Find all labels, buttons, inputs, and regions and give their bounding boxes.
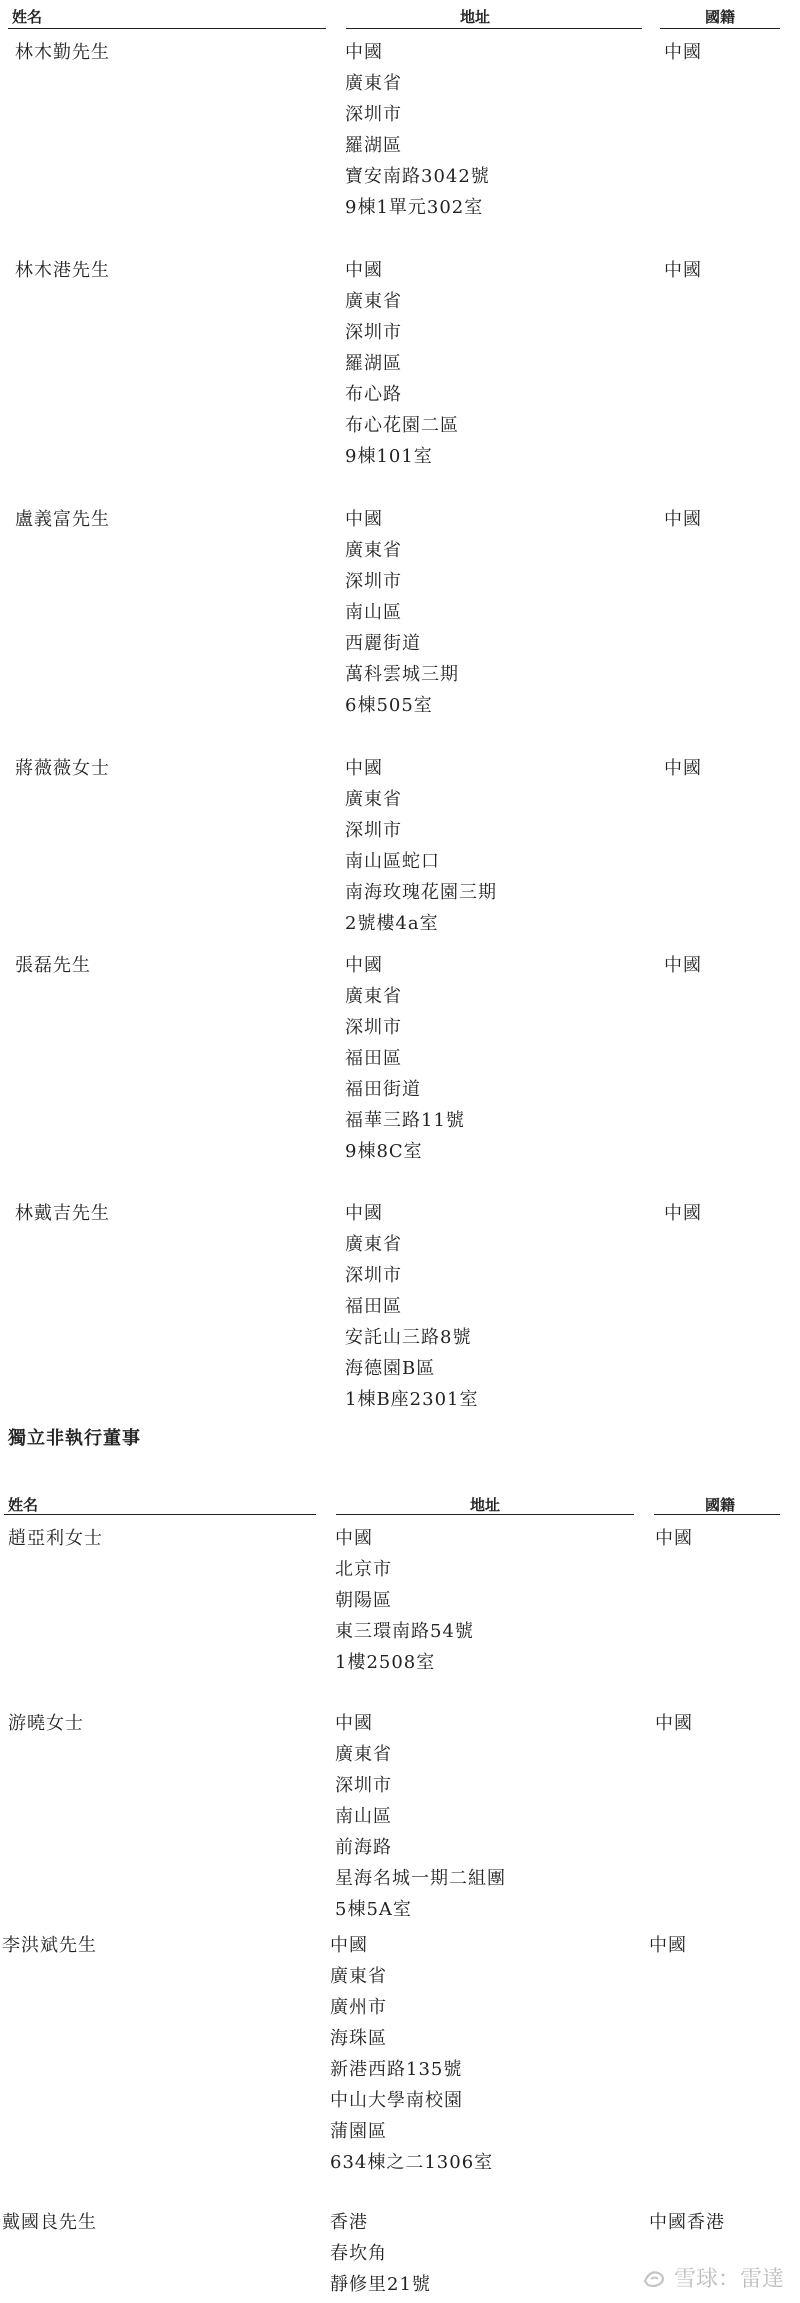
table1-header-rule-address xyxy=(346,28,642,29)
address-line: 深圳市 xyxy=(345,1017,402,1038)
table1-header-name: 姓名 xyxy=(12,8,43,26)
address-line: 9棟101室 xyxy=(345,446,433,467)
address-line: 蒲園區 xyxy=(330,2121,387,2142)
address-line: 廣州市 xyxy=(330,1997,387,2018)
address-line: 西麗街道 xyxy=(345,633,421,654)
address-line: 中國 xyxy=(345,955,383,976)
address-line: 福田區 xyxy=(345,1048,402,1069)
person-name: 林木港先生 xyxy=(15,260,110,281)
address-line: 中國 xyxy=(335,1713,373,1734)
address-line: 中國 xyxy=(345,509,383,530)
address-line: 東三環南路54號 xyxy=(335,1621,474,1642)
address-line: 羅湖區 xyxy=(345,135,402,156)
address-line: 1樓2508室 xyxy=(335,1652,436,1673)
table2-header-nationality: 國籍 xyxy=(705,1496,736,1514)
address-line: 9棟8C室 xyxy=(345,1141,423,1162)
watermark xyxy=(642,2262,784,2293)
address-line: 南山區蛇口 xyxy=(345,851,440,872)
person-nationality: 中國 xyxy=(664,260,702,281)
address-line: 福田區 xyxy=(345,1296,402,1317)
address-line: 布心路 xyxy=(345,384,402,405)
address-line: 前海路 xyxy=(335,1837,392,1858)
address-line: 9棟1單元302室 xyxy=(345,197,484,218)
table1-header-rule-nationality xyxy=(660,28,780,29)
address-line: 中國 xyxy=(345,42,383,63)
person-address xyxy=(345,753,497,939)
person-address xyxy=(330,2207,431,2300)
table2-header-address: 地址 xyxy=(470,1496,501,1514)
table1-header-nationality: 國籍 xyxy=(705,8,736,26)
address-line: 中國 xyxy=(345,758,383,779)
address-line: 廣東省 xyxy=(335,1744,392,1765)
address-line: 廣東省 xyxy=(345,291,402,312)
person-name: 盧義富先生 xyxy=(15,509,110,530)
person-name: 李洪斌先生 xyxy=(2,1935,97,1956)
person-address xyxy=(345,1198,479,1415)
address-line: 中國 xyxy=(335,1528,373,1549)
person-address xyxy=(335,1708,506,1925)
person-name: 張磊先生 xyxy=(15,955,91,976)
address-line: 星海名城一期二組團 xyxy=(335,1868,506,1889)
person-address xyxy=(345,504,459,721)
address-line: 深圳市 xyxy=(345,322,402,343)
address-line: 深圳市 xyxy=(345,1265,402,1286)
table1-header-address: 地址 xyxy=(460,8,491,26)
address-line: 634棟之二1306室 xyxy=(330,2152,494,2173)
address-line: 海珠區 xyxy=(330,2028,387,2049)
table2-header-rule-nationality xyxy=(654,1514,780,1515)
address-line: 南海玫瑰花園三期 xyxy=(345,882,497,903)
person-nationality: 中國 xyxy=(655,1713,693,1734)
address-line: 寶安南路3042號 xyxy=(345,166,490,187)
table2-header-rule-address xyxy=(336,1514,634,1515)
address-line: 5棟5A室 xyxy=(335,1899,412,1920)
person-name: 林戴吉先生 xyxy=(15,1203,110,1224)
person-address xyxy=(345,255,459,472)
address-line: 中山大學南校園 xyxy=(330,2090,463,2111)
person-name: 蔣薇薇女士 xyxy=(15,758,110,779)
person-nationality: 中國 xyxy=(664,42,702,63)
address-line: 新港西路135號 xyxy=(330,2059,463,2080)
table1-header-rule-name xyxy=(8,28,326,29)
address-line: 廣東省 xyxy=(345,789,402,810)
address-line: 北京市 xyxy=(335,1559,392,1580)
address-line: 廣東省 xyxy=(345,73,402,94)
person-nationality: 中國 xyxy=(664,1203,702,1224)
address-line: 春坎角 xyxy=(330,2243,387,2264)
address-line: 福田街道 xyxy=(345,1079,421,1100)
person-name: 趙亞利女士 xyxy=(8,1528,103,1549)
person-address xyxy=(330,1930,493,2178)
address-line: 安託山三路8號 xyxy=(345,1327,472,1348)
section-title: 獨立非執行董事 xyxy=(8,1428,141,1449)
person-address xyxy=(345,950,465,1167)
address-line: 布心花園二區 xyxy=(345,415,459,436)
person-nationality: 中國 xyxy=(664,955,702,976)
address-line: 福華三路11號 xyxy=(345,1110,465,1131)
person-nationality: 中國 xyxy=(664,509,702,530)
address-line: 廣東省 xyxy=(345,540,402,561)
address-line: 中國 xyxy=(330,1935,368,1956)
address-line: 萬科雲城三期 xyxy=(345,664,459,685)
snowball-logo-icon xyxy=(642,2267,668,2289)
address-line: 中國 xyxy=(345,260,383,281)
person-name: 林木勤先生 xyxy=(15,42,110,63)
address-line: 南山區 xyxy=(335,1806,392,1827)
person-nationality: 中國香港 xyxy=(649,2212,725,2233)
address-line: 南山區 xyxy=(345,602,402,623)
address-line: 2號樓4a室 xyxy=(345,913,439,934)
address-line: 深圳市 xyxy=(345,104,402,125)
table2-header-rule-name xyxy=(4,1514,316,1515)
person-nationality: 中國 xyxy=(664,758,702,779)
person-name: 戴國良先生 xyxy=(2,2212,97,2233)
address-line: 深圳市 xyxy=(345,820,402,841)
address-line: 海德園B區 xyxy=(345,1358,436,1379)
address-line: 羅湖區 xyxy=(345,353,402,374)
address-line: 深圳市 xyxy=(345,571,402,592)
address-line: 廣東省 xyxy=(330,1966,387,1987)
watermark-text: 雪球：雷達 xyxy=(673,2267,784,2292)
address-line: 1棟B座2301室 xyxy=(345,1389,479,1410)
person-address xyxy=(335,1523,474,1678)
address-line: 朝陽區 xyxy=(335,1590,392,1611)
person-address xyxy=(345,37,490,223)
address-line: 靜修里21號 xyxy=(330,2274,431,2295)
address-line: 香港 xyxy=(330,2212,368,2233)
person-nationality: 中國 xyxy=(655,1528,693,1549)
table2-header-name: 姓名 xyxy=(8,1496,39,1514)
person-nationality: 中國 xyxy=(649,1935,687,1956)
address-line: 深圳市 xyxy=(335,1775,392,1796)
person-name: 游曉女士 xyxy=(8,1713,84,1734)
address-line: 中國 xyxy=(345,1203,383,1224)
address-line: 廣東省 xyxy=(345,986,402,1007)
address-line: 廣東省 xyxy=(345,1234,402,1255)
address-line: 6棟505室 xyxy=(345,695,433,716)
